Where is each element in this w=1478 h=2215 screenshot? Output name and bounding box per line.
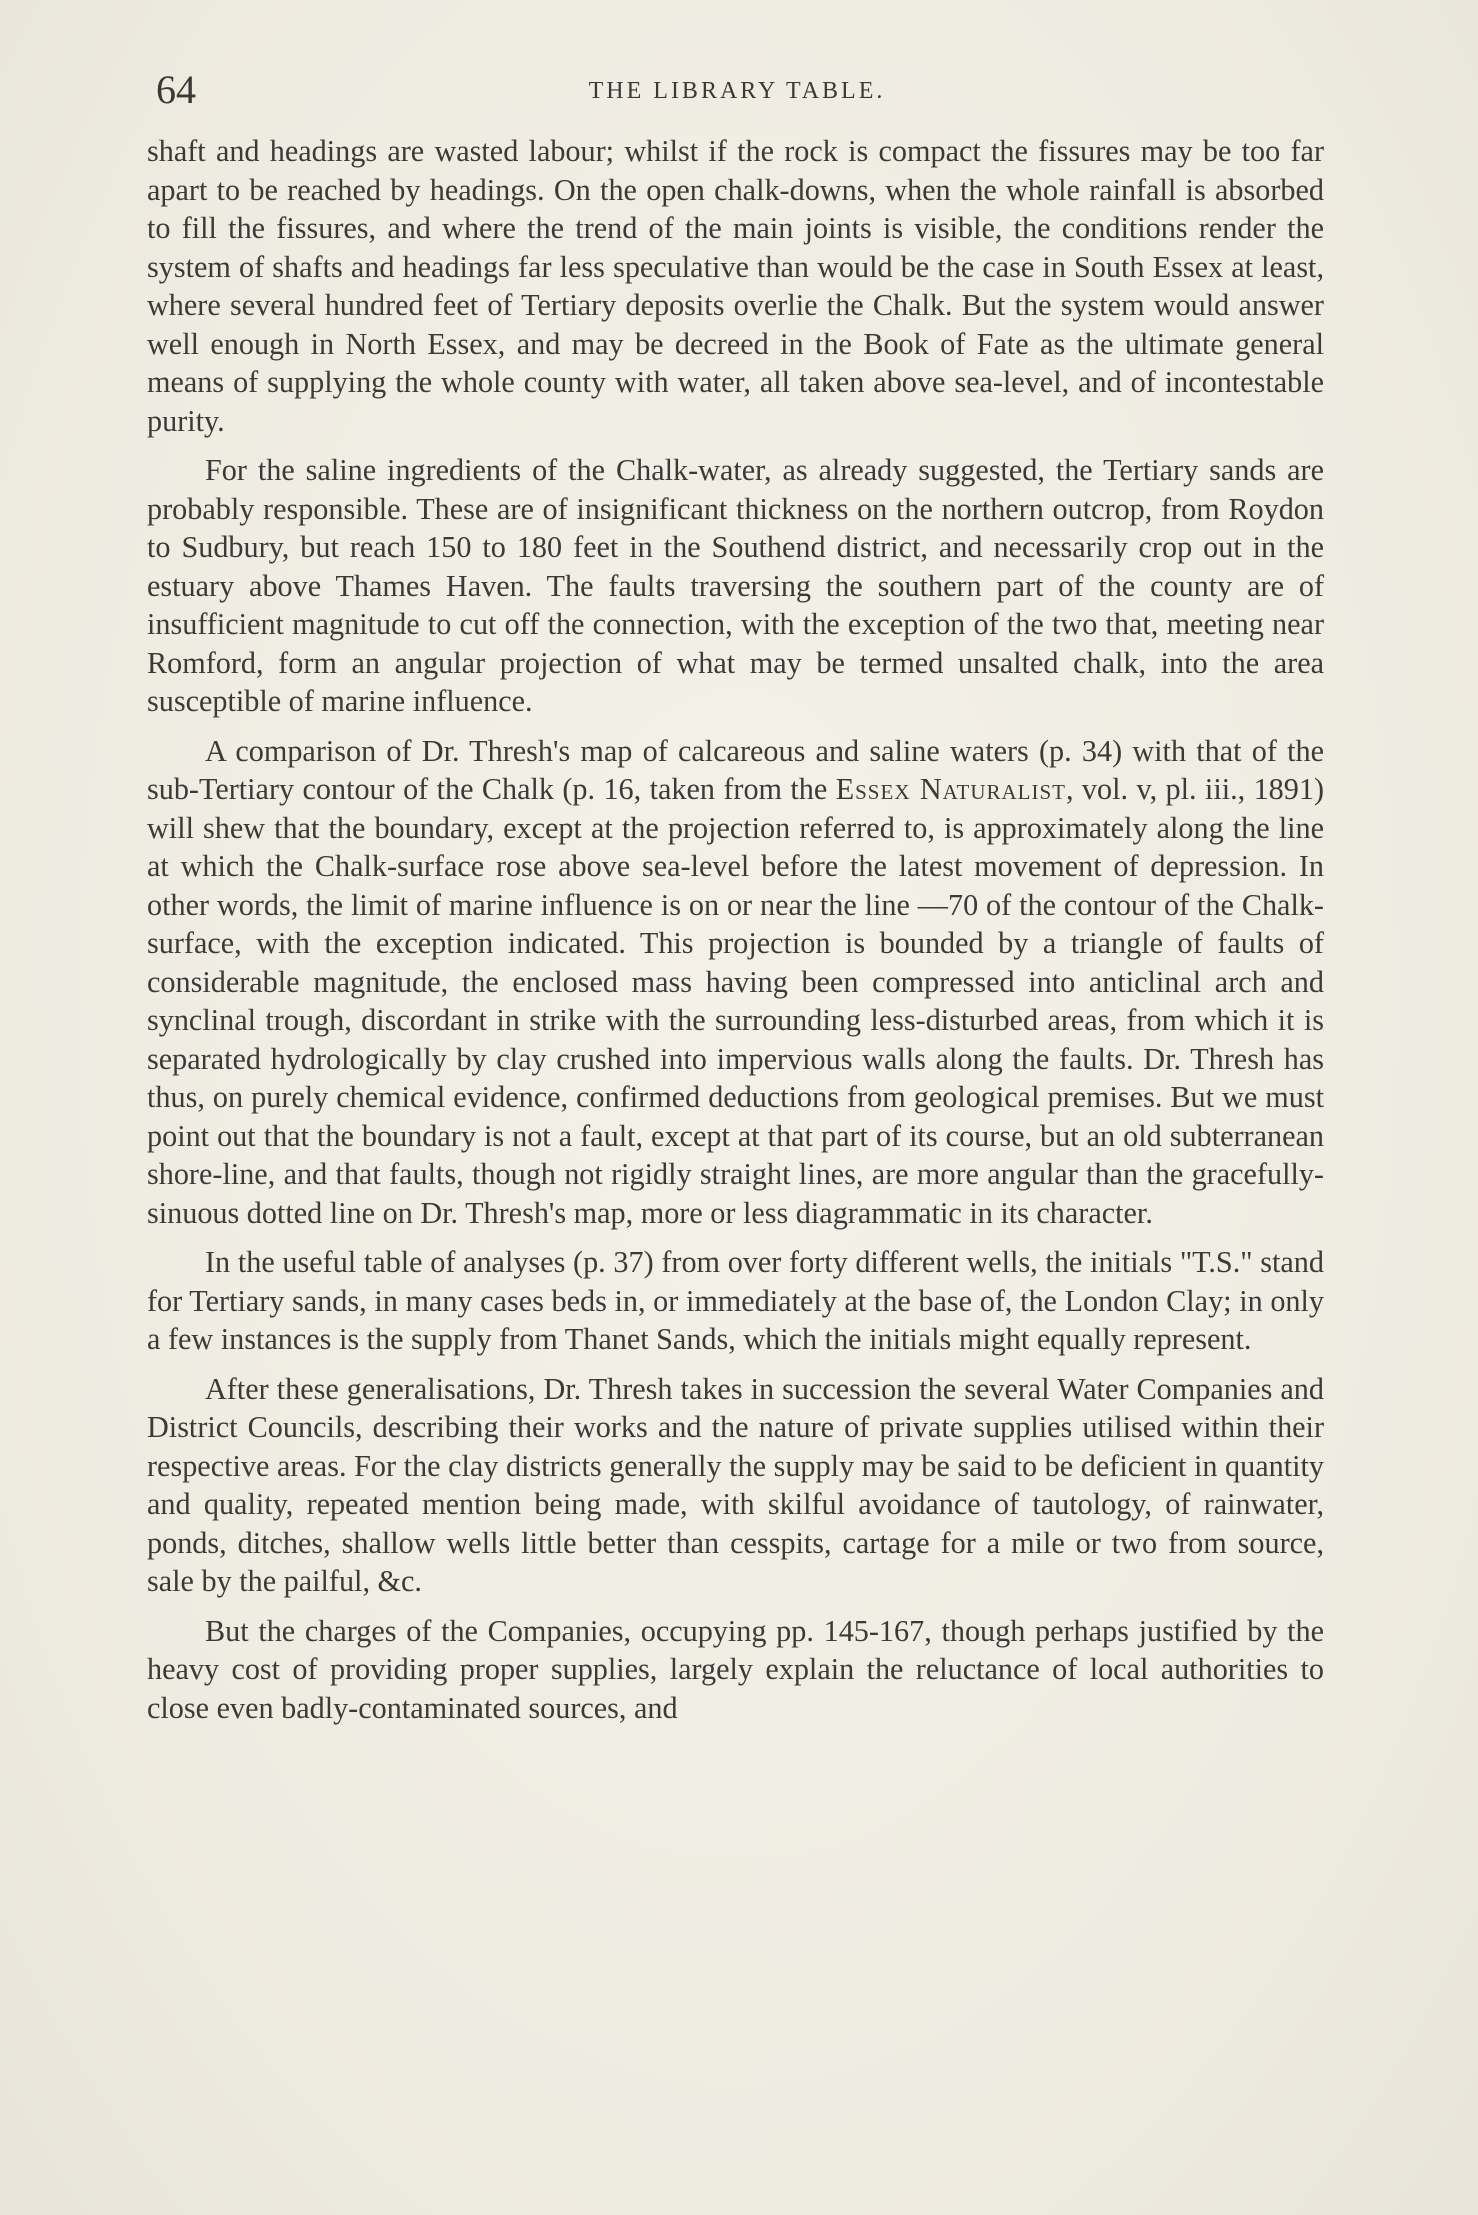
journal-name: Essex Naturalist — [835, 772, 1066, 806]
paragraph-2: For the saline ingredients of the Chalk-water, as already suggested, the Tertiary sands are probably responsible. These are of insignificant thickness on the northern outcrop, from Roydon to Sudbury, but reach 150 to 180 feet in the Southend district, and necessarily crop out in the estuary above Thames Haven. The faults traversing the southern part of the county are of insufficient magnitude to cut off the connection, with the exception of the two that, meeting near Romford, form an angular projection of what may be termed unsalted chalk, into the area susceptible of marine influence. — [147, 453, 1324, 718]
paragraph-3 — [147, 732, 1324, 1233]
running-head: THE LIBRARY TABLE. — [588, 78, 886, 104]
page-number: 64 — [156, 67, 196, 112]
paragraph-3-text-after: , vol. v, pl. iii., 1891) will shew that the boundary, except at the projection referred to, is approximately along the line at which the Chalk-surface rose above sea-level before the latest movement of depression. In other words, the limit of marine influence is on or near the line —70 of the contour of the Chalk-surface, with the exception indicated. This projection is bounded by a triangle of faults of considerable magnitude, the enclosed mass having been compressed into anticlinal arch and synclinal trough, discordant in strike with the surrounding less-disturbed areas, from which it is separated hydrologically by clay crushed into impervious walls along the faults. Dr. Thresh has thus, on purely chemical evidence, confirmed deductions from geological premises. But we must point out that the boundary is not a fault, except at that part of its course, but an old subterranean shore-line, and that faults, though not rigidly straight lines, are more angular than the gracefully-sinuous dotted line on Dr. Thresh's map, more or less diagrammatic in its character. — [147, 772, 1324, 1230]
paragraph-5: After these generalisations, Dr. Thresh takes in succession the several Water Companies and District Councils, describing their works and the nature of private supplies utilised within their respective areas. For the clay districts generally the supply may be said to be deficient in quantity and quality, repeated mention being made, with skilful avoidance of tautology, of rainwater, ponds, ditches, shallow wells little better than cesspits, cartage for a mile or two from source, sale by the pailful, &c. — [147, 1371, 1324, 1598]
paragraph-4: In the useful table of analyses (p. 37) from over forty different wells, the initials "T.S." stand for Tertiary sands, in many cases beds in, or immediately at the base of, the London Clay; in only a few instances is the supply from Thanet Sands, which the initials might equally represent. — [147, 1245, 1324, 1356]
body-text — [147, 132, 1324, 1738]
page-header — [152, 62, 1322, 118]
paragraph-3-text-before: A comparison of Dr. Thresh's map of calcareous and saline waters (p. 34) with that of the sub-Tertiary contour of the Chalk (p. 16, taken from the — [147, 733, 1324, 806]
paragraph-6: But the charges of the Companies, occupying pp. 145-167, though perhaps justified by the heavy cost of providing proper supplies, largely explain the reluctance of local authorities to close even badly-contaminated sources, and — [147, 1613, 1324, 1725]
paragraph-1: shaft and headings are wasted labour; whilst if the rock is compact the fissures may be too far apart to be reached by headings. On the open chalk-downs, when the whole rainfall is absorbed to fill the fissures, and where the trend of the main joints is visible, the conditions render the system of shafts and headings far less speculative than would be the case in South Essex at least, where several hundred feet of Tertiary deposits overlie the Chalk. But the system would answer well enough in North Essex, and may be decreed in the Book of Fate as the ultimate general means of supplying the whole county with water, all taken above sea-level, and of incontestable purity. — [147, 134, 1324, 438]
